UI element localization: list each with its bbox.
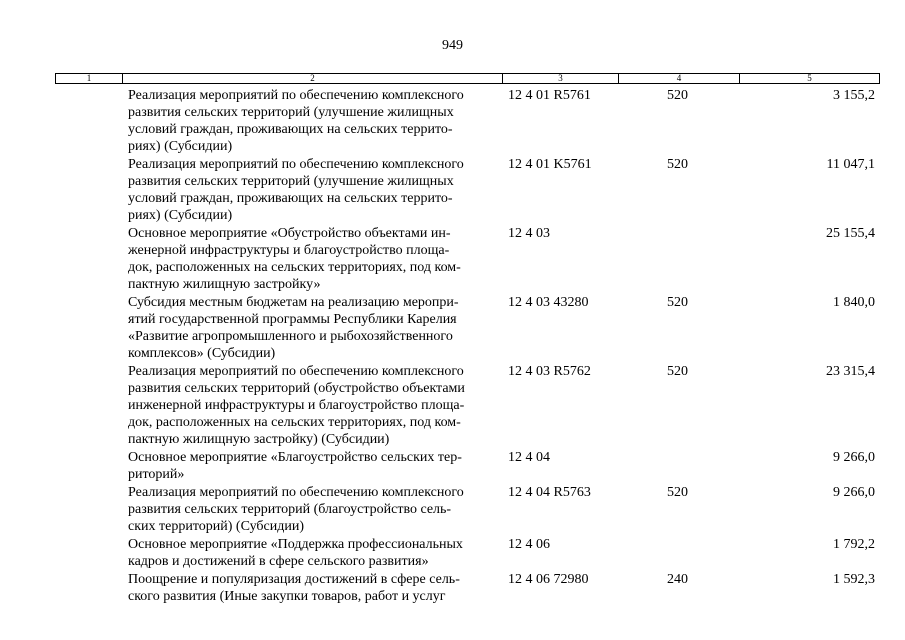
row-amount: 1 792,2 (833, 537, 875, 552)
row-amount: 1 840,0 (833, 295, 875, 310)
row-amount: 9 266,0 (833, 450, 875, 465)
row-description: Основное мероприятие «Поддержка профессиональных кадров и достижений в сфере сельского развития» (128, 537, 463, 569)
row-description: Реализация мероприятий по обеспечению комплексного развития сельских территорий (обустройство объектами инженерной инфраструктуры и благоустройство площа- док, расположенных на сельских территориях, под ком- пактную жилищную застройку) (Субсидии) (128, 364, 465, 447)
row-expense-type: 520 (667, 485, 688, 500)
row-description: Основное мероприятие «Обустройство объектами ин- женерной инфраструктуры и благоустройство площа- док, расположенных на сельских территориях, под ком- пактную жилищную застройку» (128, 226, 461, 292)
row-expense-type: 240 (667, 572, 688, 587)
row-code: 12 4 04 R5763 (508, 485, 591, 500)
row-description: Реализация мероприятий по обеспечению комплексного развития сельских территорий (улучшение жилищных условий граждан, проживающих на сельских террито- риях) (Субсидии) (128, 88, 464, 154)
row-description: Субсидия местным бюджетам на реализацию меропри- ятий государственной программы Республики Карелия «Развитие агропромышленного и рыбохозяйственного комплексов» (Субсидии) (128, 295, 459, 361)
page-number: 949 (442, 38, 463, 53)
row-code: 12 4 03 R5762 (508, 364, 591, 379)
row-description: Реализация мероприятий по обеспечению комплексного развития сельских территорий (улучшение жилищных условий граждан, проживающих на сельских террито- риях) (Субсидии) (128, 157, 464, 223)
row-description: Поощрение и популяризация достижений в сфере сель- ского развития (Иные закупки товаров, работ и услуг (128, 572, 460, 604)
table-row (0, 294, 905, 363)
row-expense-type: 520 (667, 295, 688, 310)
row-amount: 25 155,4 (826, 226, 875, 241)
row-code: 12 4 06 (508, 537, 550, 552)
row-code: 12 4 04 (508, 450, 550, 465)
column-header-4: 4 (619, 74, 740, 83)
row-code: 12 4 03 (508, 226, 550, 241)
table-row (0, 87, 905, 156)
column-header-1: 1 (56, 74, 123, 83)
row-amount: 9 266,0 (833, 485, 875, 500)
row-expense-type: 520 (667, 157, 688, 172)
row-code: 12 4 03 43280 (508, 295, 589, 310)
table-row (0, 225, 905, 294)
row-expense-type: 520 (667, 364, 688, 379)
table-row (0, 363, 905, 449)
table-body (0, 87, 905, 606)
table-row (0, 484, 905, 536)
row-description: Реализация мероприятий по обеспечению комплексного развития сельских территорий (благоустройство сель- ских территорий) (Субсидии) (128, 485, 464, 534)
row-amount: 1 592,3 (833, 572, 875, 587)
row-amount: 23 315,4 (826, 364, 875, 379)
column-header-5: 5 (807, 73, 812, 83)
row-code: 12 4 01 R5761 (508, 88, 591, 103)
row-expense-type: 520 (667, 88, 688, 103)
table-header (55, 73, 880, 84)
row-code: 12 4 01 K5761 (508, 157, 592, 172)
column-header-2: 2 (123, 74, 503, 83)
row-code: 12 4 06 72980 (508, 572, 589, 587)
table-row (0, 571, 905, 606)
table-row (0, 449, 905, 484)
table-row (0, 156, 905, 225)
column-header-3: 3 (503, 74, 619, 83)
row-amount: 3 155,2 (833, 88, 875, 103)
row-amount: 11 047,1 (826, 157, 875, 172)
row-description: Основное мероприятие «Благоустройство сельских тер- риторий» (128, 450, 462, 482)
table-row (0, 536, 905, 571)
